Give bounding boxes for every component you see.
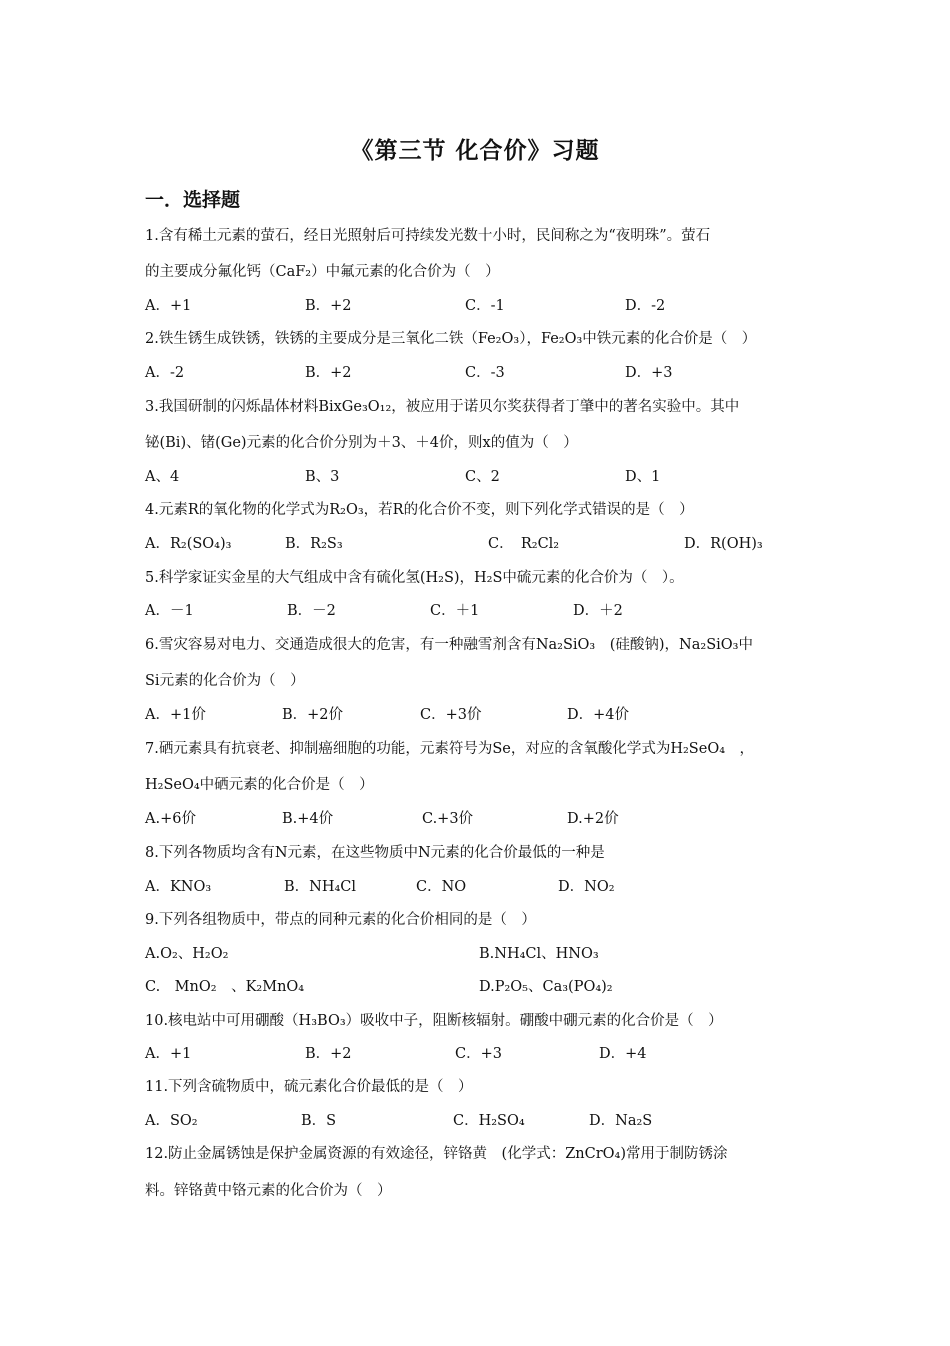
q9-option-a: A.O₂、H₂O₂: [145, 946, 229, 962]
q3-option-b: B、3: [305, 469, 340, 485]
q7-option-d: D.+2价: [567, 811, 619, 827]
q5-option-d: D．＋2: [573, 603, 623, 619]
q10-option-c: C．+3: [455, 1046, 502, 1062]
q6-option-d: D．+4价: [567, 707, 630, 723]
question-6-line-1: 6.雪灾容易对电力、交通造成很大的危害，有一种融雪剂含有Na₂SiO₃ (硅酸钠)，Na₂SiO₃中: [145, 637, 753, 653]
q5-option-c: C．＋1: [430, 603, 480, 619]
q4-option-b: B．R₂S₃: [285, 536, 343, 552]
page-title: 《第三节 化合价》习题: [350, 138, 600, 164]
q8-option-c: C．NO: [416, 879, 467, 895]
q4-option-a: A．R₂(SO₄)₃: [145, 536, 232, 552]
q2-option-c: C．-3: [465, 365, 505, 381]
q11-option-a: A．SO₂: [145, 1113, 198, 1129]
question-7-line-1: 7.硒元素具有抗衰老、抑制癌细胞的功能，元素符号为Se，对应的含氧酸化学式为H₂SeO₄ ，: [145, 741, 755, 757]
question-1-line-2: 的主要成分氟化钙（CaF₂）中氟元素的化合价为（ ）: [145, 264, 500, 280]
question-1-line-1: 1.含有稀土元素的萤石，经日光照射后可持续发光数十小时，民间称之为“夜明珠”。萤石: [145, 228, 711, 244]
q8-option-d: D．NO₂: [558, 879, 615, 895]
q7-option-c: C.+3价: [422, 811, 474, 827]
q11-option-c: C．H₂SO₄: [453, 1113, 525, 1129]
q4-option-c: C． R₂Cl₂: [488, 536, 560, 552]
q9-option-d: D.P₂O₅、Ca₃(PO₄)₂: [479, 979, 613, 995]
question-3-line-1: 3.我国研制的闪烁晶体材料BixGe₃O₁₂，被应用于诺贝尔奖获得者丁肇中的著名实验中。其中: [145, 399, 740, 415]
question-7-line-2: H₂SeO₄中硒元素的化合价是（ ）: [145, 777, 374, 793]
question-8-line-1: 8.下列各物质均含有N元素，在这些物质中N元素的化合价最低的一种是: [145, 845, 605, 861]
q4-option-d: D．R(OH)₃: [684, 536, 763, 552]
question-6-line-2: Si元素的化合价为（ ）: [145, 673, 305, 689]
question-2-line-1: 2.铁生锈生成铁锈，铁锈的主要成分是三氧化二铁（Fe₂O₃），Fe₂O₃中铁元素的化合价是（ ）: [145, 331, 757, 347]
q3-option-c: C、2: [465, 469, 500, 485]
q6-option-b: B．+2价: [282, 707, 344, 723]
q11-option-d: D．Na₂S: [589, 1113, 653, 1129]
q1-option-c: C．-1: [465, 298, 505, 314]
q3-option-d: D、1: [625, 469, 661, 485]
q1-option-b: B．+2: [305, 298, 352, 314]
q1-option-a: A．+1: [145, 298, 192, 314]
q5-option-a: A．－1: [145, 603, 194, 619]
q11-option-b: B．S: [301, 1113, 337, 1129]
q9-option-c: C. MnO₂ 、K₂MnO₄: [145, 979, 305, 995]
q10-option-d: D．+4: [599, 1046, 647, 1062]
q6-option-c: C．+3价: [420, 707, 482, 723]
question-10-line-1: 10.核电站中可用硼酸（H₃BO₃）吸收中子，阻断核辐射。硼酸中硼元素的化合价是（ ）: [145, 1013, 723, 1029]
question-12-line-2: 料。锌铬黄中铬元素的化合价为（ ）: [145, 1183, 392, 1199]
question-4-line-1: 4.元素R的氧化物的化学式为R₂O₃，若R的化合价不变，则下列化学式错误的是（ ）: [145, 502, 694, 518]
q8-option-b: B．NH₄Cl: [284, 879, 357, 895]
q2-option-b: B．+2: [305, 365, 352, 381]
q10-option-a: A．+1: [145, 1046, 192, 1062]
question-5-line-1: 5.科学家证实金星的大气组成中含有硫化氢(H₂S)，H₂S中硫元素的化合价为（ ）。: [145, 570, 684, 586]
q5-option-b: B．－2: [287, 603, 336, 619]
q10-option-b: B．+2: [305, 1046, 352, 1062]
q9-option-b: B.NH₄Cl、HNO₃: [479, 946, 599, 962]
question-9-line-1: 9.下列各组物质中，带点的同种元素的化合价相同的是（ ）: [145, 912, 536, 928]
question-3-line-2: 铋(Bi)、锗(Ge)元素的化合价分别为＋3、＋4价，则x的值为（ ）: [145, 435, 578, 451]
q7-option-b: B.+4价: [282, 811, 334, 827]
question-12-line-1: 12.防止金属锈蚀是保护金属资源的有效途径，锌铬黄 (化学式：ZnCrO₄)常用于制防锈涂: [145, 1146, 728, 1162]
q7-option-a: A.+6价: [145, 811, 196, 827]
section-heading: 一．选择题: [145, 189, 241, 211]
q2-option-a: A．-2: [145, 365, 185, 381]
q2-option-d: D．+3: [625, 365, 673, 381]
q6-option-a: A．+1价: [145, 707, 206, 723]
q8-option-a: A．KNO₃: [145, 879, 212, 895]
q3-option-a: A、4: [145, 469, 180, 485]
q1-option-d: D．-2: [625, 298, 666, 314]
question-11-line-1: 11.下列含硫物质中，硫元素化合价最低的是（ ）: [145, 1079, 473, 1095]
